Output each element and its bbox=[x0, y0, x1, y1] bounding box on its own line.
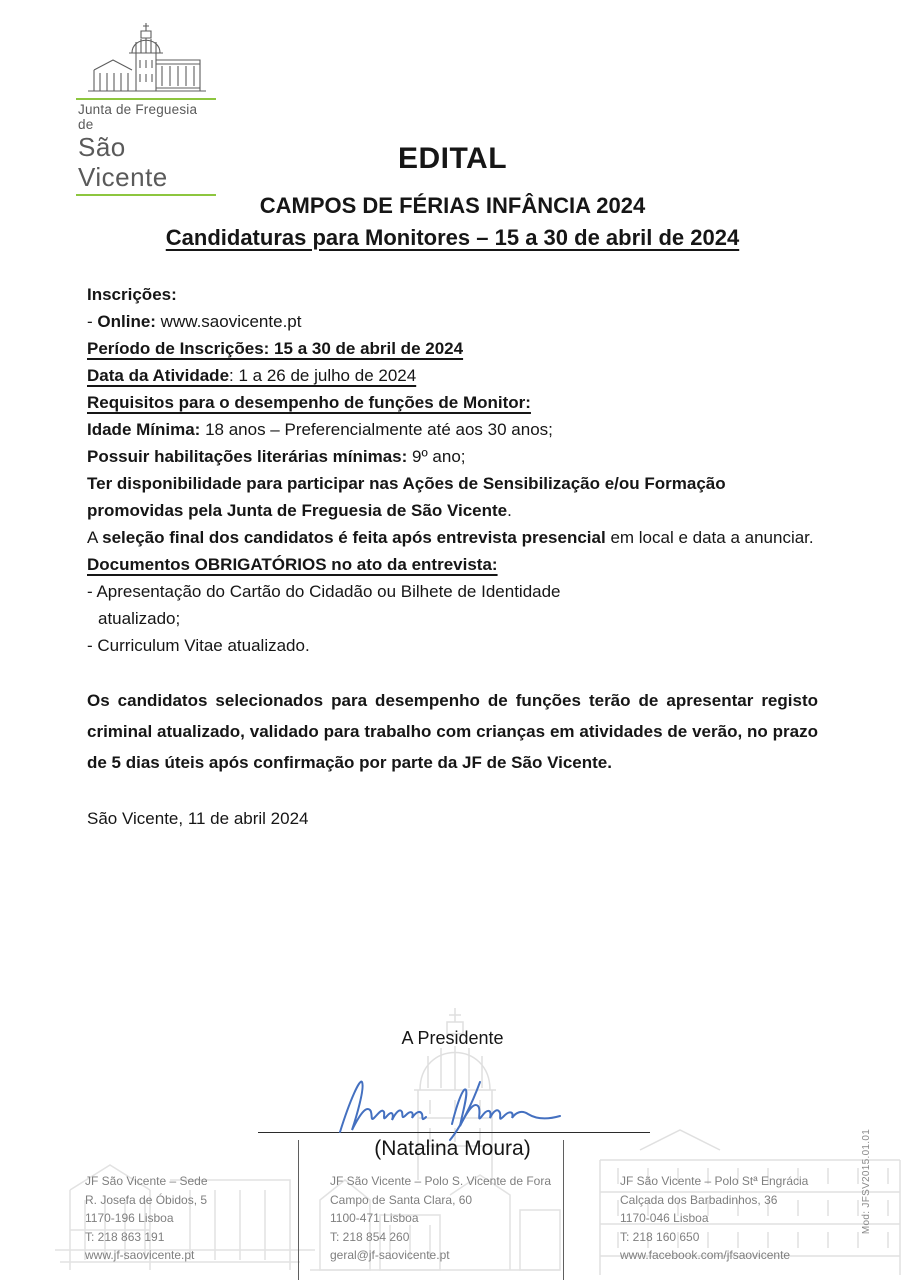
periodo-line bbox=[87, 335, 818, 362]
logo-title: São Vicente bbox=[78, 132, 168, 192]
requisito-idade-label: Idade Mínima: bbox=[87, 420, 201, 439]
footer-column-polo-svf bbox=[330, 1172, 565, 1265]
periodo-text: Período de Inscrições: 15 a 30 de abril de 2024 bbox=[87, 339, 464, 358]
logo-subtitle: Junta de Freguesia de bbox=[78, 102, 198, 132]
inscricoes-heading bbox=[87, 281, 818, 308]
data-atividade-label: Data da Atividade bbox=[87, 366, 230, 385]
footer-office-address: Campo de Santa Clara, 60 bbox=[330, 1192, 473, 1207]
documentos-item2: - Curriculum Vitae atualizado. bbox=[87, 636, 310, 655]
requisitos-heading-label: Requisitos para o desempenho de funções de Monitor: bbox=[87, 393, 531, 412]
footer-office-web: www.jf-saovicente.pt bbox=[85, 1248, 195, 1262]
document-code-text: Mod: JFSV2015.01.01 bbox=[861, 1128, 873, 1234]
documentos-item1-line1: - Apresentação do Cartão do Cidadão ou Bilhete de Identidade bbox=[87, 582, 561, 601]
documentos-heading bbox=[87, 551, 818, 578]
inscricoes-heading-label: Inscrições: bbox=[87, 285, 177, 304]
footer-office-address: R. Josefa de Óbidos, 5 bbox=[85, 1192, 208, 1207]
signer-role: A Presidente bbox=[401, 1028, 504, 1048]
document-subtitle-dates: Candidaturas para Monitores – 15 a 30 de abril de 2024 bbox=[165, 225, 740, 250]
document-subtitle: CAMPOS DE FÉRIAS INFÂNCIA 2024 bbox=[259, 193, 646, 218]
logo-divider-top bbox=[76, 98, 216, 100]
inscricoes-online-url: www.saovicente.pt bbox=[155, 312, 302, 331]
logo-divider-bottom bbox=[76, 194, 216, 196]
requisitos-heading bbox=[87, 389, 818, 416]
logo bbox=[76, 20, 216, 198]
requisito-disponibilidade-text: Ter disponibilidade para participar nas Ações de Sensibilização e/ou Formação promovidas pela Junta de Freguesia de São Vicente bbox=[87, 474, 726, 520]
footer-office-postal: 1170-046 Lisboa bbox=[620, 1211, 709, 1225]
place-date-line: São Vicente, 11 de abril 2024 bbox=[87, 809, 309, 828]
signer-name: (Natalina Moura) bbox=[374, 1137, 531, 1160]
selecao-pre: A bbox=[87, 528, 103, 547]
documentos-heading-label: Documentos OBRIGATÓRIOS no ato da entrevista: bbox=[87, 555, 498, 574]
document-code-vertical bbox=[812, 1122, 905, 1240]
selecao-post: em local e data a anunciar. bbox=[605, 528, 814, 547]
footer-office-postal: 1100-471 Lisboa bbox=[330, 1211, 419, 1225]
requisito-habilitacoes-line bbox=[87, 443, 818, 470]
footer-column-sede bbox=[85, 1172, 295, 1265]
documentos-item1-line2: atualizado; bbox=[98, 609, 181, 628]
footer-office-phone: T: 218 160 650 bbox=[620, 1229, 700, 1244]
footer-office-email: geral@jf-saovicente.pt bbox=[330, 1248, 450, 1262]
inscricoes-dash: - bbox=[87, 312, 98, 331]
selecao-bold: seleção final dos candidatos é feita após entrevista presencial bbox=[102, 528, 606, 547]
footer-divider-left bbox=[298, 1140, 299, 1280]
footer-office-web: www.facebook.com/jfsaovicente bbox=[620, 1248, 791, 1262]
footer-office-title: JF São Vicente – Polo S. Vicente de Fora bbox=[330, 1174, 552, 1188]
footer-office-address: Calçada dos Barbadinhos, 36 bbox=[620, 1192, 778, 1207]
footer-office-phone: T: 218 854 260 bbox=[330, 1229, 410, 1244]
document-body bbox=[87, 281, 818, 832]
requisito-disponibilidade-line bbox=[87, 470, 818, 524]
footer-office-title: JF São Vicente – Sede bbox=[85, 1174, 208, 1188]
requisito-disponibilidade-period: . bbox=[507, 501, 512, 520]
signature-area bbox=[0, 1050, 905, 1134]
signature-ink bbox=[332, 1070, 582, 1142]
footer-office-postal: 1170-196 Lisboa bbox=[85, 1211, 174, 1225]
aviso-paragraph: Os candidatos selecionados para desempenho de funções terão de apresentar registo criminal atualizado, validado para trabalho com crianças em atividades de verão, no prazo de 5 dias úteis após confirmação por parte da JF de São Vicente. bbox=[87, 691, 818, 772]
requisito-habilitacoes-value: 9º ano; bbox=[407, 447, 466, 466]
requisito-idade-value: 18 anos – Preferencialmente até aos 30 anos; bbox=[200, 420, 553, 439]
church-building-icon bbox=[80, 20, 212, 96]
inscricoes-online-label: Online: bbox=[97, 312, 156, 331]
footer-office-phone: T: 218 863 191 bbox=[85, 1229, 165, 1244]
footer-office-title: JF São Vicente – Polo Stª Engrácia bbox=[620, 1174, 809, 1188]
requisito-habilitacoes-label: Possuir habilitações literárias mínimas: bbox=[87, 447, 408, 466]
data-atividade-value: : 1 a 26 de julho de 2024 bbox=[229, 366, 417, 385]
inscricoes-online-line bbox=[87, 308, 818, 335]
document-title: EDITAL bbox=[397, 142, 508, 175]
footer bbox=[0, 1140, 905, 1280]
data-atividade-line bbox=[87, 362, 818, 389]
selecao-paragraph bbox=[87, 524, 818, 551]
requisito-idade-line bbox=[87, 416, 818, 443]
